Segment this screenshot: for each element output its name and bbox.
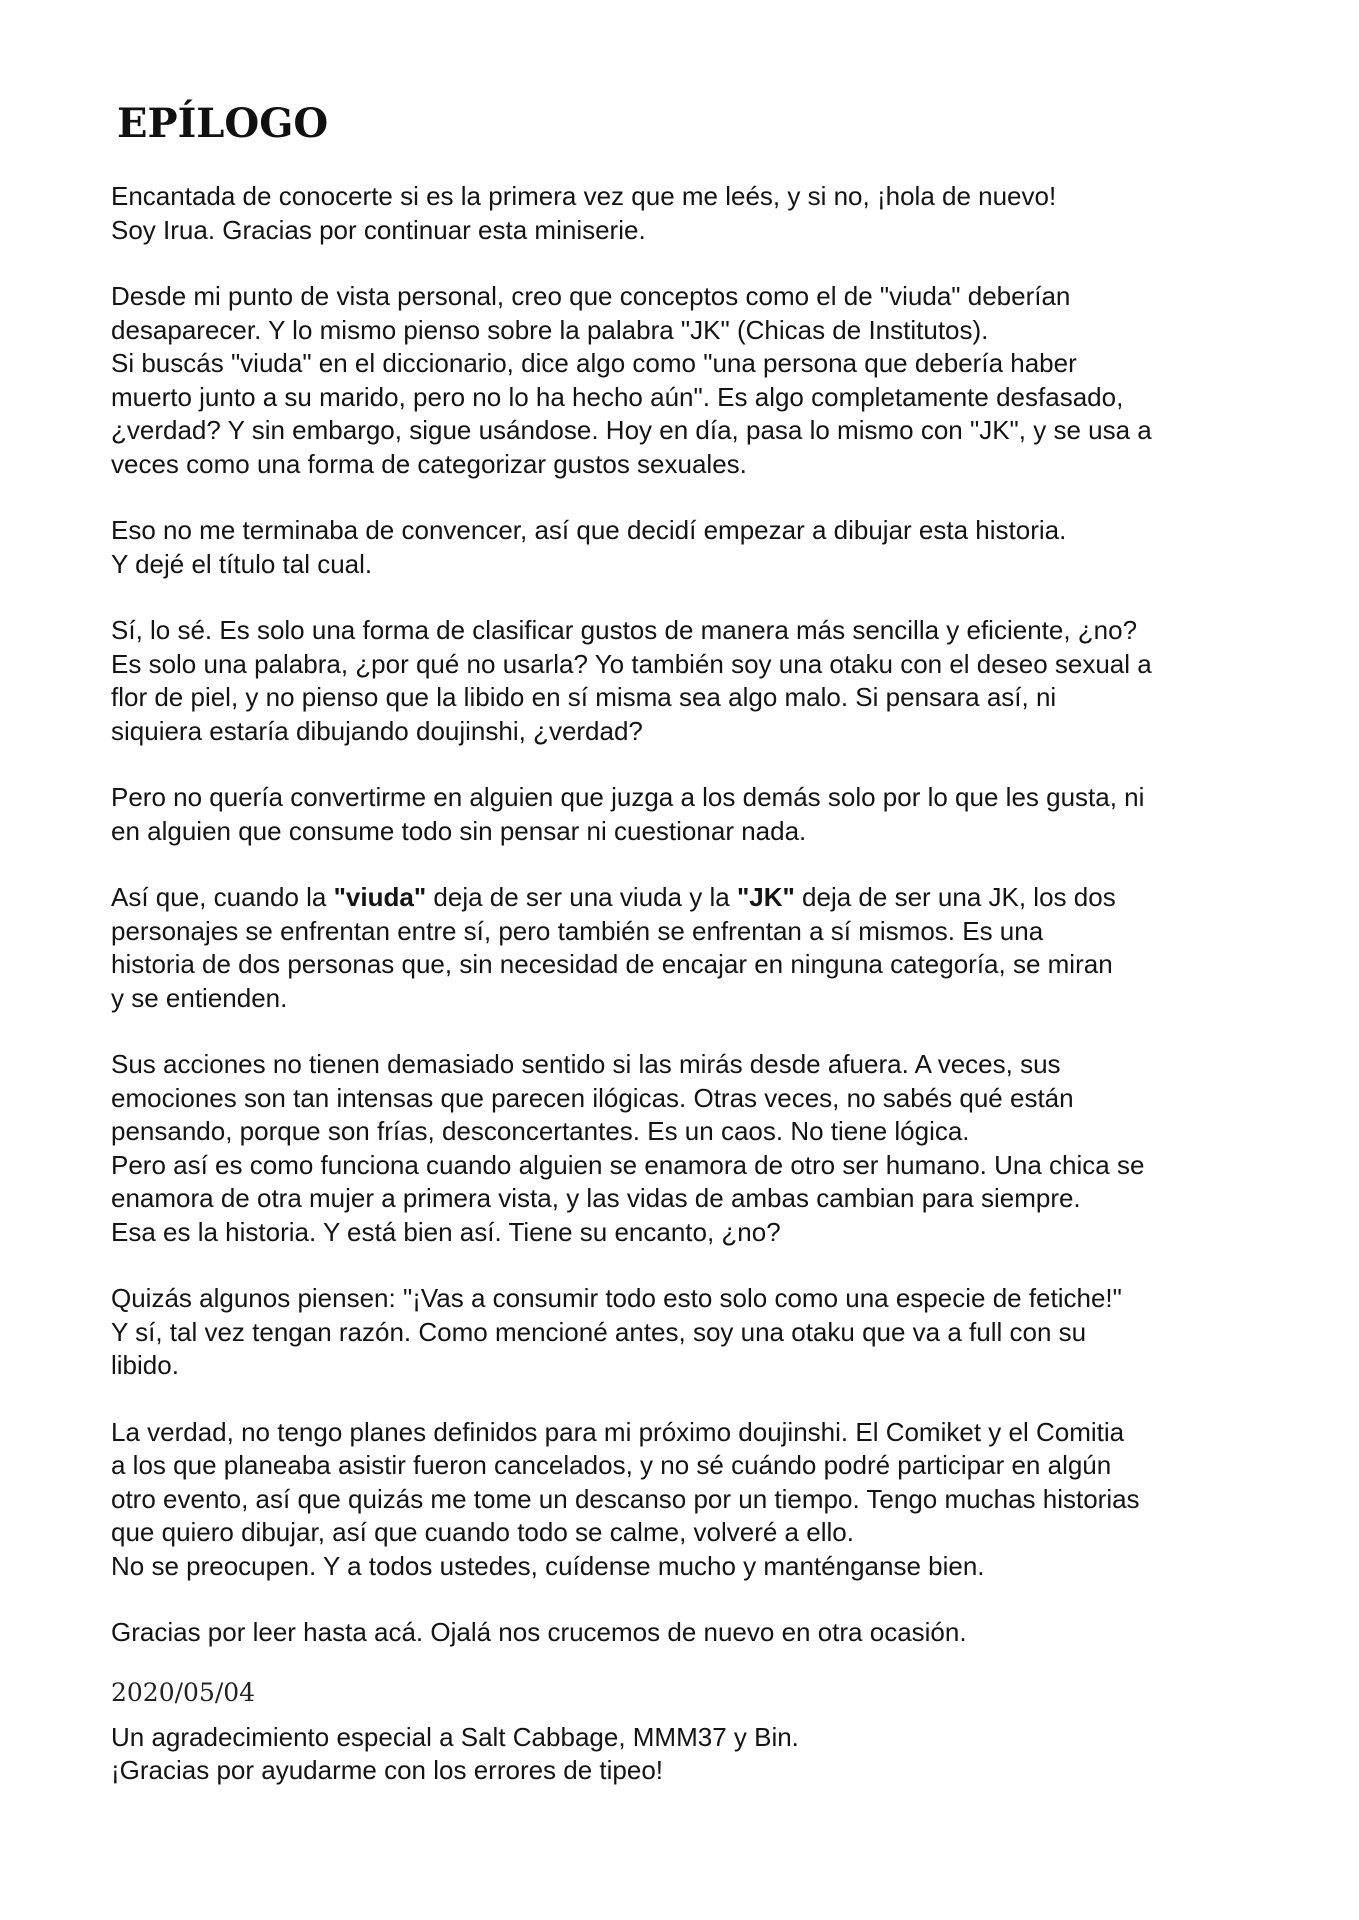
- text-line: historia de dos personas que, sin necesidad de encajar en ninguna categoría, se miran: [111, 949, 1113, 979]
- text-segment: deja de ser una viuda y la: [426, 882, 737, 912]
- text-line: Gracias por leer hasta acá. Ojalá nos crucemos de nuevo en otra ocasión.: [111, 1617, 967, 1647]
- signature-date: 2020/05/04: [111, 1677, 256, 1707]
- text-line: Es solo una palabra, ¿por qué no usarla? Yo también soy una otaku con el deseo sexual a: [111, 648, 1152, 679]
- text-line: veces como una forma de categorizar gustos sexuales.: [111, 448, 747, 479]
- text-line: siquiera estaría dibujando doujinshi, ¿verdad?: [111, 715, 643, 746]
- text-line: y se entienden.: [111, 982, 288, 1013]
- text-line: Encantada de conocerte si es la primera vez que me leés, y si no, ¡hola de nuevo!: [111, 181, 1057, 211]
- text-line: emociones son tan intensas que parecen ilógicas. Otras veces, no sabés qué están: [111, 1082, 1074, 1113]
- bold-term-viuda: "viuda": [333, 882, 427, 912]
- paragraph-story: [111, 881, 1271, 1015]
- text-line: ¿verdad? Y sin embargo, sigue usándose. Hoy en día, pasa lo mismo con "JK", y se usa a: [111, 415, 1152, 445]
- text-line: libido.: [111, 1350, 179, 1380]
- paragraph-thanks-reading: [111, 1616, 1271, 1650]
- text-line: pensando, porque son frías, desconcertantes. Es un caos. No tiene lógica.: [111, 1116, 970, 1146]
- text-line: otro evento, así que quizás me tome un descanso por un tiempo. Tengo muchas historias: [111, 1483, 1140, 1514]
- text-line: Sus acciones no tienen demasiado sentido si las mirás desde afuera. A veces, sus: [111, 1049, 1061, 1079]
- paragraph-fetish: [111, 1282, 1271, 1383]
- paragraph-greeting: [111, 180, 1271, 247]
- paragraph-judgement: [111, 781, 1271, 848]
- text-line: en alguien que consume todo sin pensar ni cuestionar nada.: [111, 815, 807, 846]
- text-line: Desde mi punto de vista personal, creo que conceptos como el de "viuda" deberían: [111, 281, 1071, 311]
- text-line: Sí, lo sé. Es solo una forma de clasificar gustos de manera más sencilla y eficiente, ¿no?: [111, 615, 1138, 645]
- text-line: que quiero dibujar, así que cuando todo se calme, volveré a ello.: [111, 1517, 854, 1547]
- text-line: personajes se enfrentan entre sí, pero también se enfrentan a sí mismos. Es una: [111, 915, 1044, 946]
- text-line-rich: [111, 881, 1271, 915]
- text-line: muerto junto a su marido, pero no lo ha hecho aún". Es algo completamente desfasado,: [111, 381, 1124, 412]
- text-line: Pero así es como funciona cuando alguien se enamora de otro ser humano. Una chica se: [111, 1149, 1145, 1180]
- text-line: Esa es la historia. Y está bien así. Tiene su encanto, ¿no?: [111, 1216, 781, 1247]
- paragraph-classification: [111, 614, 1271, 748]
- text-line: ¡Gracias por ayudarme con los errores de tipeo!: [111, 1755, 664, 1785]
- text-segment: deja de ser una JK, los dos: [794, 882, 1116, 912]
- text-line: La verdad, no tengo planes definidos para mi próximo doujinshi. El Comiket y el Comitia: [111, 1416, 1125, 1447]
- text-line: a los que planeaba asistir fueron cancelados, y no sé cuándo podré participar en algún: [111, 1450, 1112, 1480]
- text-line: desaparecer. Y lo mismo pienso sobre la palabra "JK" (Chicas de Institutos).: [111, 314, 989, 345]
- text-line: flor de piel, y no pienso que la libido en sí misma sea algo malo. Si pensara así, ni: [111, 682, 1057, 712]
- text-line: Soy Irua. Gracias por continuar esta miniserie.: [111, 214, 646, 245]
- text-line: Un agradecimiento especial a Salt Cabbage, MMM37 y Bin.: [111, 1721, 799, 1752]
- text-line: Y dejé el título tal cual.: [111, 548, 373, 579]
- paragraph-decision: [111, 514, 1271, 581]
- page-title: EPÍLOGO: [117, 100, 329, 147]
- text-line: Y sí, tal vez tengan razón. Como mencioné antes, soy una otaku que va a full con su: [111, 1316, 1087, 1347]
- text-line: Pero no quería convertirme en alguien que juzga a los demás solo por lo que les gusta, ni: [111, 782, 1145, 812]
- text-line: Si buscás "viuda" en el diccionario, dice algo como "una persona que debería haber: [111, 348, 1077, 378]
- paragraph-actions: [111, 1048, 1271, 1249]
- text-segment: Así que, cuando la: [111, 882, 334, 912]
- paragraph-viuda-concept: [111, 280, 1271, 481]
- text-line: Eso no me terminaba de convencer, así que decidí empezar a dibujar esta historia.: [111, 515, 1067, 545]
- text-line: Quizás algunos piensen: "¡Vas a consumir todo esto solo como una especie de fetiche!": [111, 1283, 1122, 1313]
- paragraph-plans: [111, 1416, 1271, 1584]
- epilogue-body: [111, 180, 1271, 1821]
- text-line: enamora de otra mujer a primera vista, y las vidas de ambas cambian para siempre.: [111, 1183, 1081, 1213]
- paragraph-acknowledgements: [111, 1721, 1271, 1788]
- bold-term-jk: "JK": [736, 882, 795, 912]
- text-line: No se preocupen. Y a todos ustedes, cuídense mucho y manténganse bien.: [111, 1550, 985, 1581]
